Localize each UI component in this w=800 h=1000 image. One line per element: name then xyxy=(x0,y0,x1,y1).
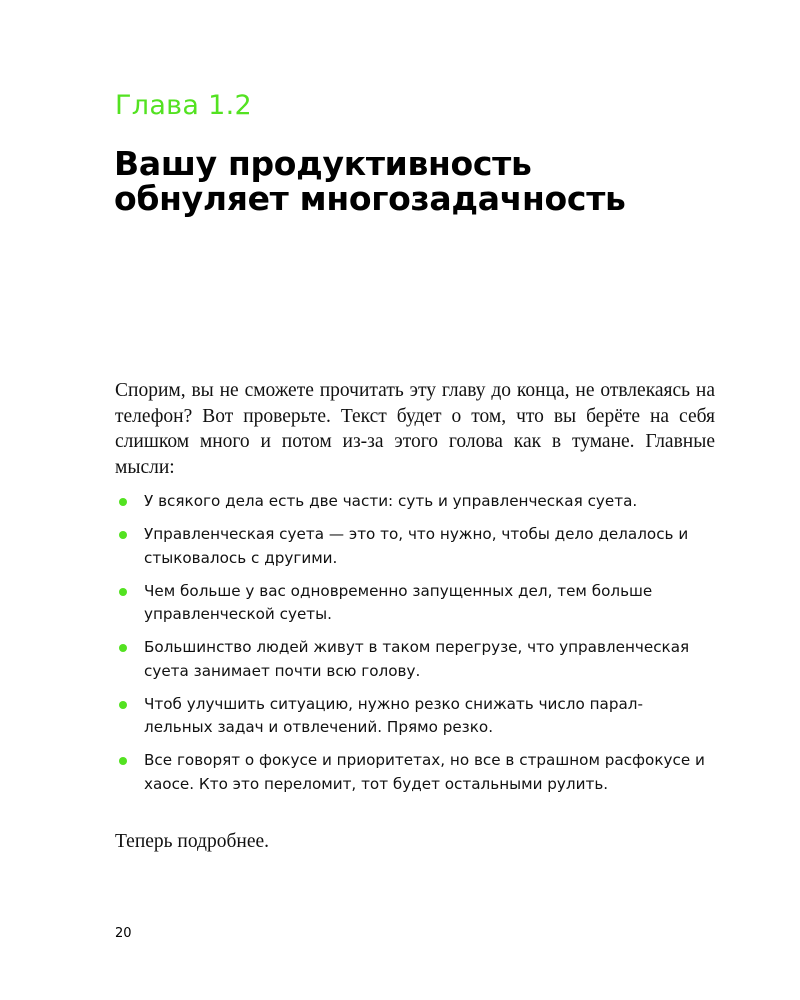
chapter-title-line-2: обнуляет многозадачность xyxy=(114,179,626,218)
list-item xyxy=(115,490,705,514)
bullet-dot-icon xyxy=(119,644,127,652)
list-item xyxy=(115,636,705,683)
list-item-text: У всякого дела есть две части: суть и управленческая суета. xyxy=(144,492,638,510)
list-item xyxy=(115,523,705,570)
chapter-title xyxy=(114,146,754,216)
bullet-dot-icon xyxy=(119,701,127,709)
key-points-list xyxy=(115,490,705,806)
chapter-title-line-1: Вашу продуктивность xyxy=(114,144,532,183)
closing-sentence: Теперь подробнее. xyxy=(115,831,270,852)
bullet-dot-icon xyxy=(119,498,127,506)
bullet-dot-icon xyxy=(119,588,127,596)
list-item xyxy=(115,749,705,796)
list-item xyxy=(115,580,705,627)
intro-paragraph: Спорим, вы не сможете прочитать эту главу до конца, не отвлекаясь на телефон? Вот проверьте. Текст будет о том, что вы берёте на себя слишком много и потом из-за этого голова как в тумане. Главные мысли: xyxy=(115,380,715,478)
page-number: 20 xyxy=(115,926,132,941)
chapter-label: Глава 1.2 xyxy=(115,90,252,121)
list-item-text: Чтоб улучшить ситуацию, нужно резко снижать число параллельных задач и отвлечений. Прямо резко. xyxy=(144,694,643,736)
list-item-text: Все говорят о фокусе и приоритетах, но все в страшном расфокусе и хаосе. Кто это переломит, тот будет остальными рулить. xyxy=(144,751,705,793)
list-item xyxy=(115,693,705,740)
bullet-dot-icon xyxy=(119,531,127,539)
list-item-text: Управленческая суета — это то, что нужно, чтобы дело делалось и стыковалось с другими. xyxy=(144,525,689,567)
bullet-dot-icon xyxy=(119,757,127,765)
list-item-text: Большинство людей живут в таком перегрузе, что управленческая суета занимает почти всю голову. xyxy=(144,638,690,680)
list-item-text: Чем больше у вас одновременно запущенных дел, тем больше управленческой суеты. xyxy=(144,581,653,623)
